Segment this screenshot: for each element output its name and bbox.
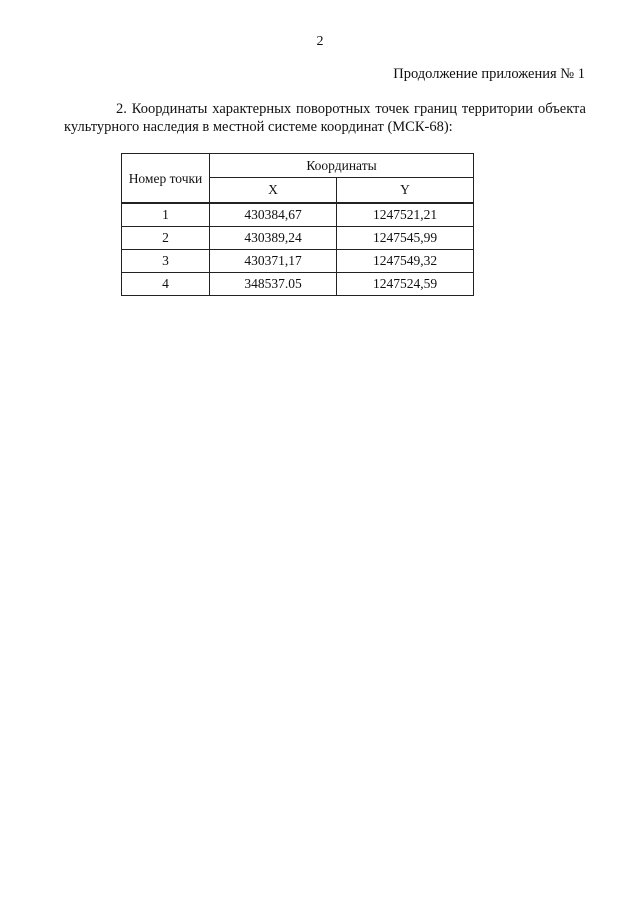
section-paragraph <box>64 100 586 136</box>
cell-x: 430371,17 <box>210 250 337 273</box>
cell-y: 1247521,21 <box>337 203 474 227</box>
section-paragraph-text: 2. Координаты характерных поворотных точек границ территории объекта культурного наследия в местной системе координат (МСК-68): <box>64 101 586 135</box>
cell-point-number: 4 <box>122 273 210 296</box>
cell-point-number: 3 <box>122 250 210 273</box>
coordinates-table <box>121 153 474 296</box>
table-row <box>122 203 474 227</box>
cell-x: 430389,24 <box>210 227 337 250</box>
table-row <box>122 227 474 250</box>
header-coordinates: Координаты <box>210 154 474 178</box>
header-y: Y <box>337 178 474 204</box>
table-row <box>122 273 474 296</box>
table-header-row <box>122 154 474 178</box>
appendix-continuation-title: Продолжение приложения № 1 <box>393 66 585 82</box>
cell-point-number: 1 <box>122 203 210 227</box>
table-row <box>122 250 474 273</box>
header-point-number: Номер точки <box>122 154 210 204</box>
cell-y: 1247545,99 <box>337 227 474 250</box>
cell-point-number: 2 <box>122 227 210 250</box>
cell-y: 1247524,59 <box>337 273 474 296</box>
cell-y: 1247549,32 <box>337 250 474 273</box>
header-x: X <box>210 178 337 204</box>
cell-x: 348537.05 <box>210 273 337 296</box>
page-number: 2 <box>316 34 324 49</box>
cell-x: 430384,67 <box>210 203 337 227</box>
